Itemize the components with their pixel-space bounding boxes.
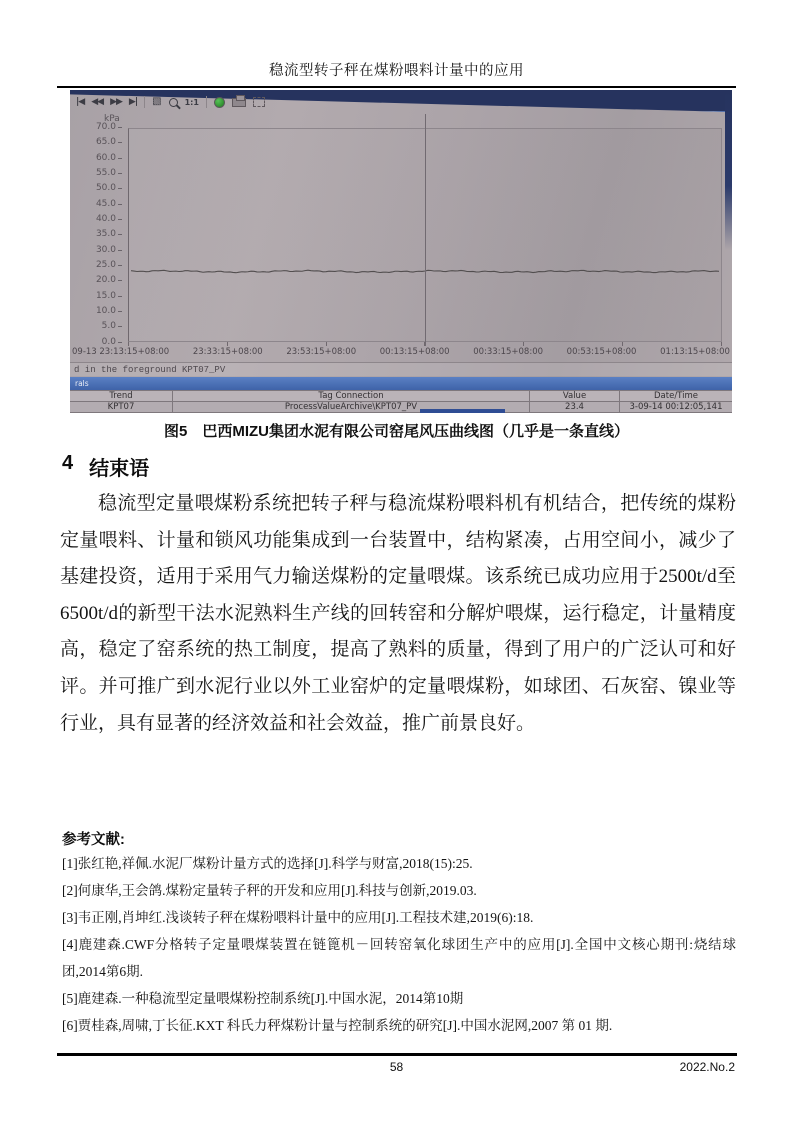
issue-label: 2022.No.2 — [679, 1060, 735, 1074]
y-axis-tick: 30.0 — [72, 246, 122, 255]
window-titlebar: rals — [70, 377, 732, 390]
y-axis-tick: 5.0 — [72, 322, 122, 331]
section-title: 结束语 — [89, 458, 150, 480]
reference-item: [5]鹿建森.一种稳流型定量喂煤粉控制系统[J].中国水泥，2014第10期 — [62, 991, 464, 1006]
x-axis-tick: 00:33:15+08:00 — [473, 347, 544, 357]
trend-toolbar — [76, 93, 265, 111]
tag-table-header-cell: Trend — [70, 391, 173, 401]
y-axis-tick: 60.0 — [72, 154, 122, 163]
go-last-icon[interactable]: ▶| — [128, 97, 138, 107]
y-axis-tick: 55.0 — [72, 169, 122, 178]
reference-item: [3]韦正刚,肖坤红.浅谈转子秤在煤粉喂料计量中的应用[J].工程技术建,2019(6):18. — [62, 910, 534, 925]
forward-icon[interactable]: ▶▶ — [110, 97, 122, 107]
section-number: 4 — [62, 452, 74, 474]
trend-line-svg — [129, 129, 723, 343]
y-axis-tick: 45.0 — [72, 200, 122, 209]
tag-table-header-row — [70, 390, 732, 402]
x-axis-tick-labels — [72, 347, 730, 357]
go-first-icon[interactable]: |◀ — [76, 97, 85, 107]
header-divider — [57, 86, 736, 88]
running-title: 稳流型转子秤在煤粉喂料计量中的应用 — [269, 63, 524, 79]
trend-cursor-ruler[interactable] — [425, 114, 426, 346]
x-axis-tick: 01:13:15+08:00 — [660, 347, 730, 357]
actual-size-icon[interactable]: 1:1 — [184, 97, 199, 107]
y-axis-tick: 35.0 — [72, 230, 122, 239]
reference-item: [4]鹿建森.CWF分格转子定量喂煤装置在链篦机－回转窑氧化球团生产中的应用[J].全国中文核心期刊:烧结球团,2014第6期. — [62, 937, 736, 979]
y-axis-tick-labels — [72, 123, 122, 347]
tag-table-header-cell: Date/Time — [654, 391, 698, 401]
tag-table-data-cell: 3-09-14 00:12:05,141 — [629, 401, 723, 412]
tag-table-data-cell: KPT07 — [70, 402, 173, 413]
section-heading — [62, 452, 149, 481]
tag-table-data-cell: 23.4 — [530, 402, 620, 413]
tag-table-data-row — [70, 402, 732, 414]
rewind-icon[interactable]: ◀◀ — [91, 97, 104, 107]
x-axis-tick: 23:33:15+08:00 — [192, 347, 263, 357]
screen-bezel-right — [725, 90, 732, 250]
footer-divider — [57, 1053, 737, 1056]
trend-status-bar: d in the foreground KPT07_PV — [70, 362, 732, 376]
y-axis-tick: 70.0 — [72, 123, 122, 132]
x-axis-ruler — [128, 342, 722, 346]
tag-table-header-cell: Tag Connection — [173, 391, 530, 401]
print-icon[interactable] — [232, 98, 246, 107]
y-axis-tick: 50.0 — [72, 184, 122, 193]
y-axis-unit: kPa — [104, 114, 120, 124]
y-axis-tick: 40.0 — [72, 215, 122, 224]
y-axis-tick: 25.0 — [72, 261, 122, 270]
record-icon[interactable] — [214, 97, 225, 108]
y-axis-tick: 15.0 — [72, 292, 122, 301]
x-axis-tick: 23:53:15+08:00 — [286, 347, 357, 357]
y-axis-tick: 65.0 — [72, 138, 122, 147]
reference-item: [1]张红艳,祥佩.水泥厂煤粉计量方式的选择[J].科学与财富,2018(15):25. — [62, 856, 473, 871]
body-paragraph: 稳流型定量喂煤粉系统把转子秤与稳流煤粉喂料机有机结合，把传统的煤粉定量喂料、计量和锁风功能集成到一台装置中，结构紧凑，占用空间小，减少了基建投资，适用于采用气力输送煤粉的定量喂煤。该系统已成功应用于2500t/d至6500t/d的新型干法水泥熟料生产线的回转窑和分解炉喂煤，运行稳定，计量精度高，稳定了窑系统的热工制度，提高了熟料的质量，得到了用户的广泛认可和好评。并可推广到水泥行业以外工业窑炉的定量喂煤粉，如球团、石灰窑、镍业等行业，具有显著的经济效益和社会效益，推广前景良好。 — [60, 493, 736, 734]
tag-table-header-cell: Value — [530, 391, 620, 401]
y-axis-tick: 20.0 — [72, 276, 122, 285]
magnifier-icon[interactable] — [169, 98, 178, 107]
taskbar-sliver — [420, 409, 505, 413]
page-number: 58 — [389, 1060, 404, 1074]
zoom-select-icon[interactable]: ▧ — [152, 96, 162, 107]
tag-table-data-cell: ProcessValueArchive\KPT07_PV — [173, 402, 530, 413]
tag-table — [70, 390, 732, 413]
x-axis-tick: 00:53:15+08:00 — [566, 347, 637, 357]
y-axis-tick: 10.0 — [72, 307, 122, 316]
references-heading: 参考文献: — [62, 832, 125, 848]
y-axis-tick: 0.0 — [72, 338, 122, 347]
x-axis-tick: 00:13:15+08:00 — [379, 347, 450, 357]
figure-caption: 图5 巴西MIZU集团水泥有限公司窑尾风压曲线图（几乎是一条直线） — [163, 423, 629, 440]
toolbar-separator — [206, 96, 207, 108]
select-frame-icon[interactable] — [253, 97, 265, 107]
toolbar-separator — [144, 96, 145, 108]
x-axis-tick: 09-13 23:13:15+08:00 — [72, 347, 170, 357]
reference-item: [6]贾桂森,周啸,丁长征.KXT 科氏力秤煤粉计量与控制系统的研究[J].中国水泥网,2007 第 01 期. — [62, 1018, 613, 1033]
trend-viewer-screenshot — [70, 90, 732, 413]
reference-list — [62, 850, 736, 1039]
reference-item: [2]何康华,王会鸽.煤粉定量转子秤的开发和应用[J].科技与创新,2019.03. — [62, 883, 477, 898]
